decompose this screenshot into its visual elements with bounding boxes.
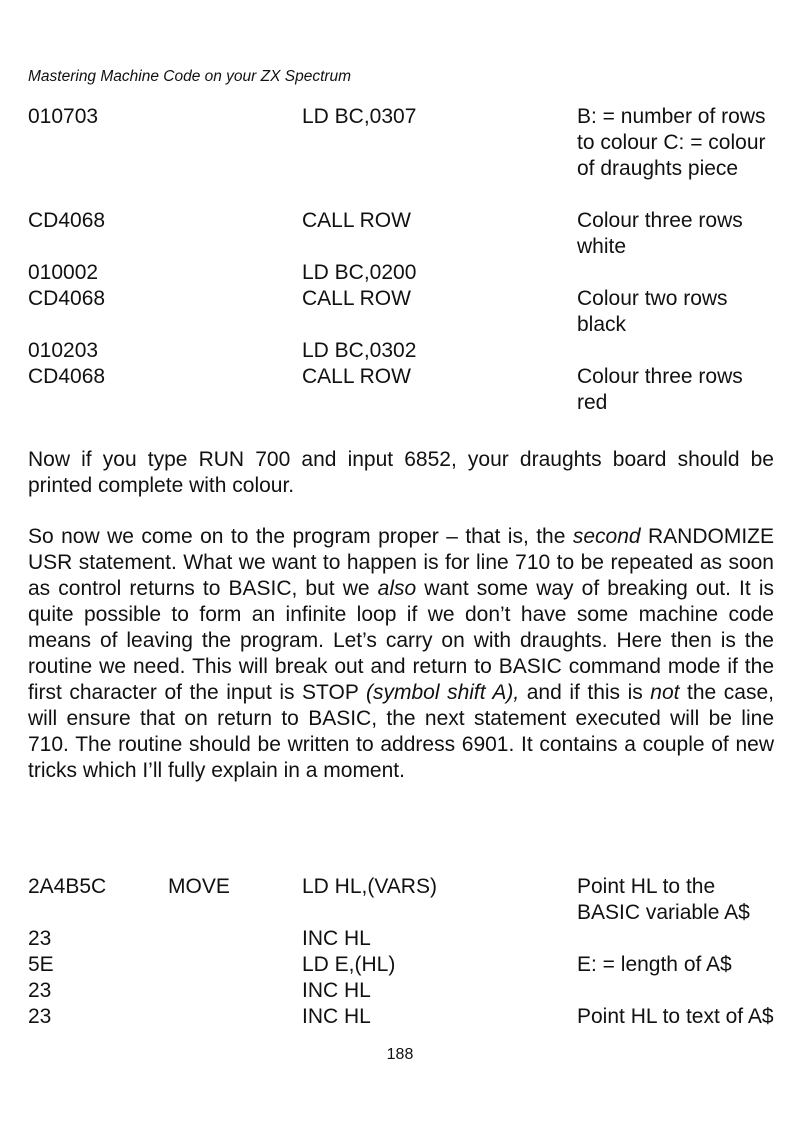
emphasis: second (572, 525, 641, 548)
hex-code: CD4068 (28, 287, 106, 310)
code-row (28, 286, 776, 338)
page-number: 188 (386, 1046, 414, 1063)
emphasis: (symbol shift A), (366, 681, 520, 704)
text-run: So now we come on to the program proper – that is, the (28, 525, 573, 548)
text-run: want some way of breaking out. It is quite possible to form an infinite loop if we don’t have some machine code means of leaving the program. Let’s carry on with draughts. Here then is the routine we need. This will break out and return to BASIC command mode if the first character of the input is STOP (28, 577, 774, 704)
comment: Point HL to the BASIC variable A$ (577, 875, 750, 924)
comment: Colour three rows red (577, 365, 743, 414)
hex-code: 2A4B5C (28, 875, 107, 898)
code-row (28, 926, 776, 952)
instruction: INC HL (302, 1005, 371, 1028)
hex-code: 010703 (28, 105, 99, 128)
instruction: CALL ROW (302, 209, 411, 232)
hex-code: CD4068 (28, 365, 106, 388)
instruction: LD HL,(VARS) (302, 875, 437, 898)
label: MOVE (168, 875, 230, 898)
running-header: Mastering Machine Code on your ZX Spectrum (28, 68, 352, 85)
hex-code: 23 (28, 979, 52, 1002)
comment: Point HL to text of A$ (577, 1005, 774, 1028)
code-row (28, 978, 776, 1004)
comment: Colour three rows white (577, 209, 743, 258)
paragraph-run-instructions: Now if you type RUN 700 and input 6852, your draughts board should be printed complete with colour. (28, 448, 774, 497)
text-run: and if this is (519, 681, 651, 704)
hex-code: 23 (28, 1005, 52, 1028)
emphasis: also (377, 577, 417, 600)
hex-code: 010002 (28, 261, 99, 284)
hex-code: 010203 (28, 339, 99, 362)
hex-code: CD4068 (28, 209, 106, 232)
paragraph-program-proper (28, 524, 774, 784)
code-row (28, 104, 776, 208)
instruction: CALL ROW (302, 287, 411, 310)
comment: Colour two rows black (577, 287, 728, 336)
comment: E: = length of A$ (577, 953, 732, 976)
hex-code: 23 (28, 927, 52, 950)
instruction: LD E,(HL) (302, 953, 396, 976)
instruction: CALL ROW (302, 365, 411, 388)
text-run: RANDOMIZE USR statement. What we want to happen is for line 710 to be repeated as soon as control returns to BASIC, but we (28, 525, 774, 600)
instruction: INC HL (302, 927, 371, 950)
code-row (28, 338, 776, 364)
hex-code: 5E (28, 953, 54, 976)
comment: B: = number of rows to colour C: = colour of draughts piece (577, 105, 766, 180)
instruction: LD BC,0200 (302, 261, 417, 284)
code-row (28, 364, 776, 416)
code-listing-2 (28, 874, 776, 1056)
text-run: the case, will ensure that on return to BASIC, the next statement executed will be line 710. The routine should be written to address 6901. It contains a couple of new tricks which I’ll fully explain in a moment. (28, 681, 774, 782)
code-row (28, 874, 776, 926)
code-row (28, 260, 776, 286)
code-row (28, 208, 776, 260)
code-listing-1 (28, 104, 776, 416)
code-row (28, 952, 776, 978)
instruction: LD BC,0307 (302, 105, 417, 128)
instruction: INC HL (302, 979, 371, 1002)
instruction: LD BC,0302 (302, 339, 417, 362)
emphasis: not (650, 681, 680, 704)
